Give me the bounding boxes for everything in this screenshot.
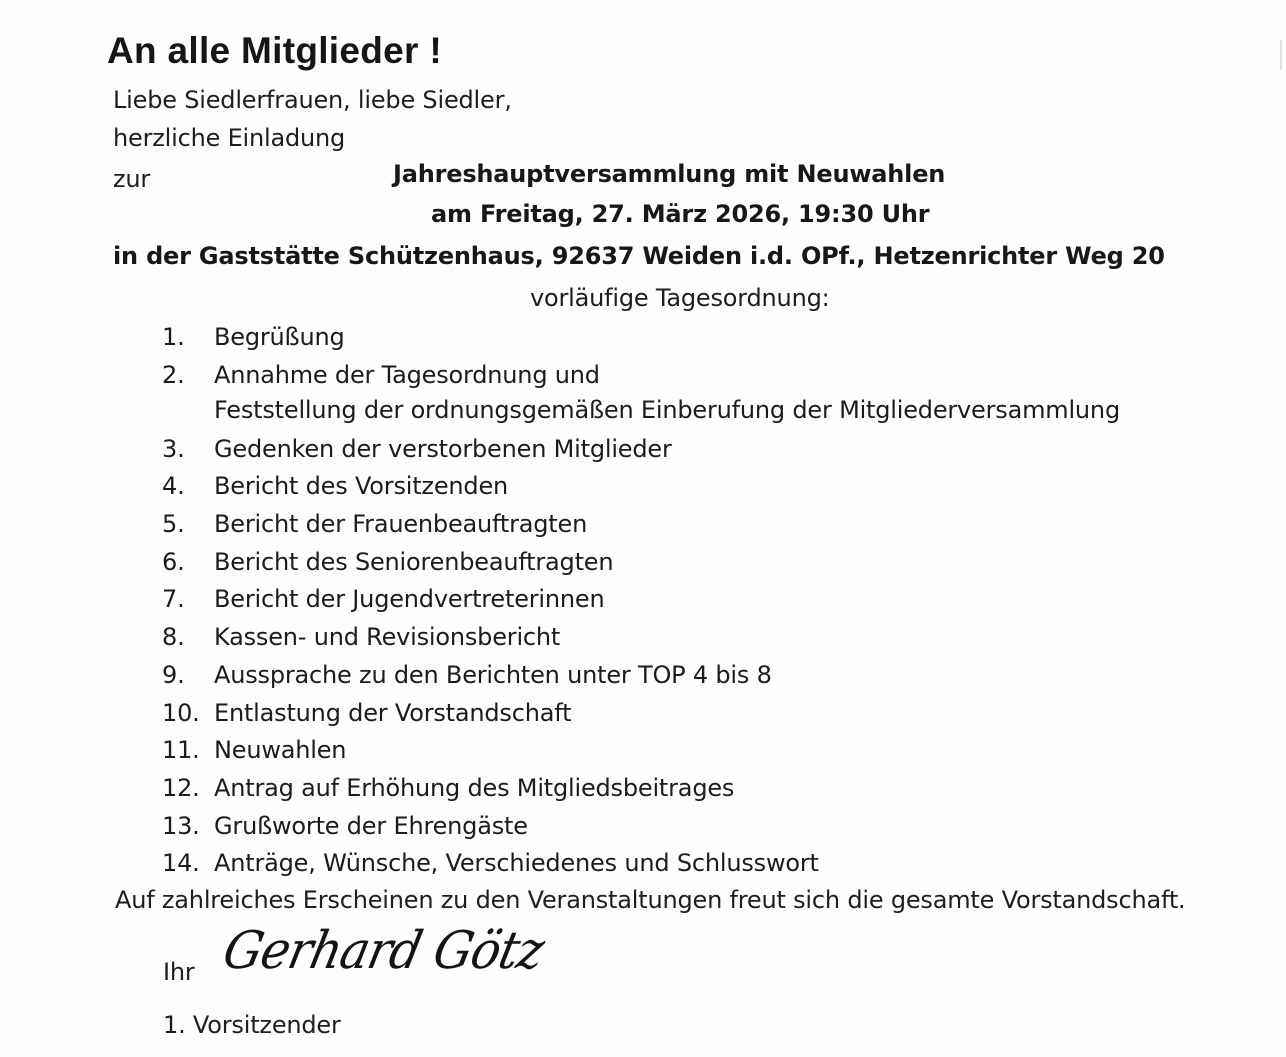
- agenda-item-number: 1.: [162, 323, 185, 351]
- agenda-item-number: 7.: [162, 585, 185, 614]
- agenda-item-number: 2.: [162, 360, 185, 389]
- agenda-item-text: Bericht der Jugendvertreterinnen: [214, 585, 605, 614]
- agenda-item-text: Annahme der Tagesordnung und: [214, 360, 600, 389]
- agenda-item-number: 5.: [162, 510, 185, 539]
- page-title: An alle Mitglieder !: [107, 30, 442, 71]
- agenda-item-number: 8.: [162, 623, 185, 652]
- agenda-item-text: Bericht des Vorsitzenden: [214, 472, 509, 501]
- agenda-item-number: 11.: [162, 736, 200, 765]
- agenda-item-text-continued: Feststellung der ordnungsgemäßen Einberufung der Mitgliederversammlung: [214, 395, 1120, 424]
- signature: Gerhard Götz: [218, 920, 549, 981]
- agenda-item-text: Begrüßung: [214, 323, 345, 351]
- zur-word: zur: [113, 165, 151, 193]
- agenda-item-number: 9.: [162, 660, 185, 689]
- signer-role: 1. Vorsitzender: [163, 1011, 341, 1039]
- closing-text: Auf zahlreiches Erscheinen zu den Veranstaltungen freut sich die gesamte Vorstandschaft.: [115, 886, 1186, 914]
- agenda-item-text: Grußworte der Ehrengäste: [214, 811, 528, 840]
- agenda-heading: vorläufige Tagesordnung:: [530, 284, 830, 312]
- greeting-line: Liebe Siedlerfrauen, liebe Siedler,: [113, 86, 512, 114]
- agenda-item-text: Anträge, Wünsche, Verschiedenes und Schlusswort: [214, 849, 819, 878]
- agenda-item-number: 10.: [162, 698, 200, 727]
- agenda-item-number: 13.: [162, 811, 200, 840]
- agenda-item-number: 14.: [162, 849, 200, 878]
- scan-edge-mark: [1280, 40, 1286, 70]
- agenda-item-text: Bericht des Seniorenbeauftragten: [214, 547, 614, 576]
- agenda-item-text: Antrag auf Erhöhung des Mitgliedsbeitrages: [214, 773, 735, 802]
- agenda-item-number: 3.: [162, 434, 185, 463]
- agenda-item-number: 6.: [162, 547, 185, 576]
- agenda-item-number: 4.: [162, 472, 185, 501]
- invitation-line: herzliche Einladung: [113, 124, 346, 152]
- signoff-ihr: Ihr: [163, 958, 195, 986]
- event-location: in der Gaststätte Schützenhaus, 92637 Weiden i.d. OPf., Hetzenrichter Weg 20: [113, 242, 1165, 270]
- event-date: am Freitag, 27. März 2026, 19:30 Uhr: [431, 200, 930, 228]
- agenda-item-number: 12.: [162, 773, 200, 802]
- event-title: Jahreshauptversammlung mit Neuwahlen: [393, 160, 946, 188]
- agenda-item-text: Aussprache zu den Berichten unter TOP 4 bis 8: [214, 660, 772, 689]
- agenda-item-text: Kassen- und Revisionsbericht: [214, 623, 561, 652]
- agenda-item-text: Bericht der Frauenbeauftragten: [214, 510, 588, 539]
- agenda-item-text: Neuwahlen: [214, 736, 347, 765]
- agenda-item-text: Entlastung der Vorstandschaft: [214, 698, 572, 727]
- agenda-item-text: Gedenken der verstorbenen Mitglieder: [214, 434, 672, 463]
